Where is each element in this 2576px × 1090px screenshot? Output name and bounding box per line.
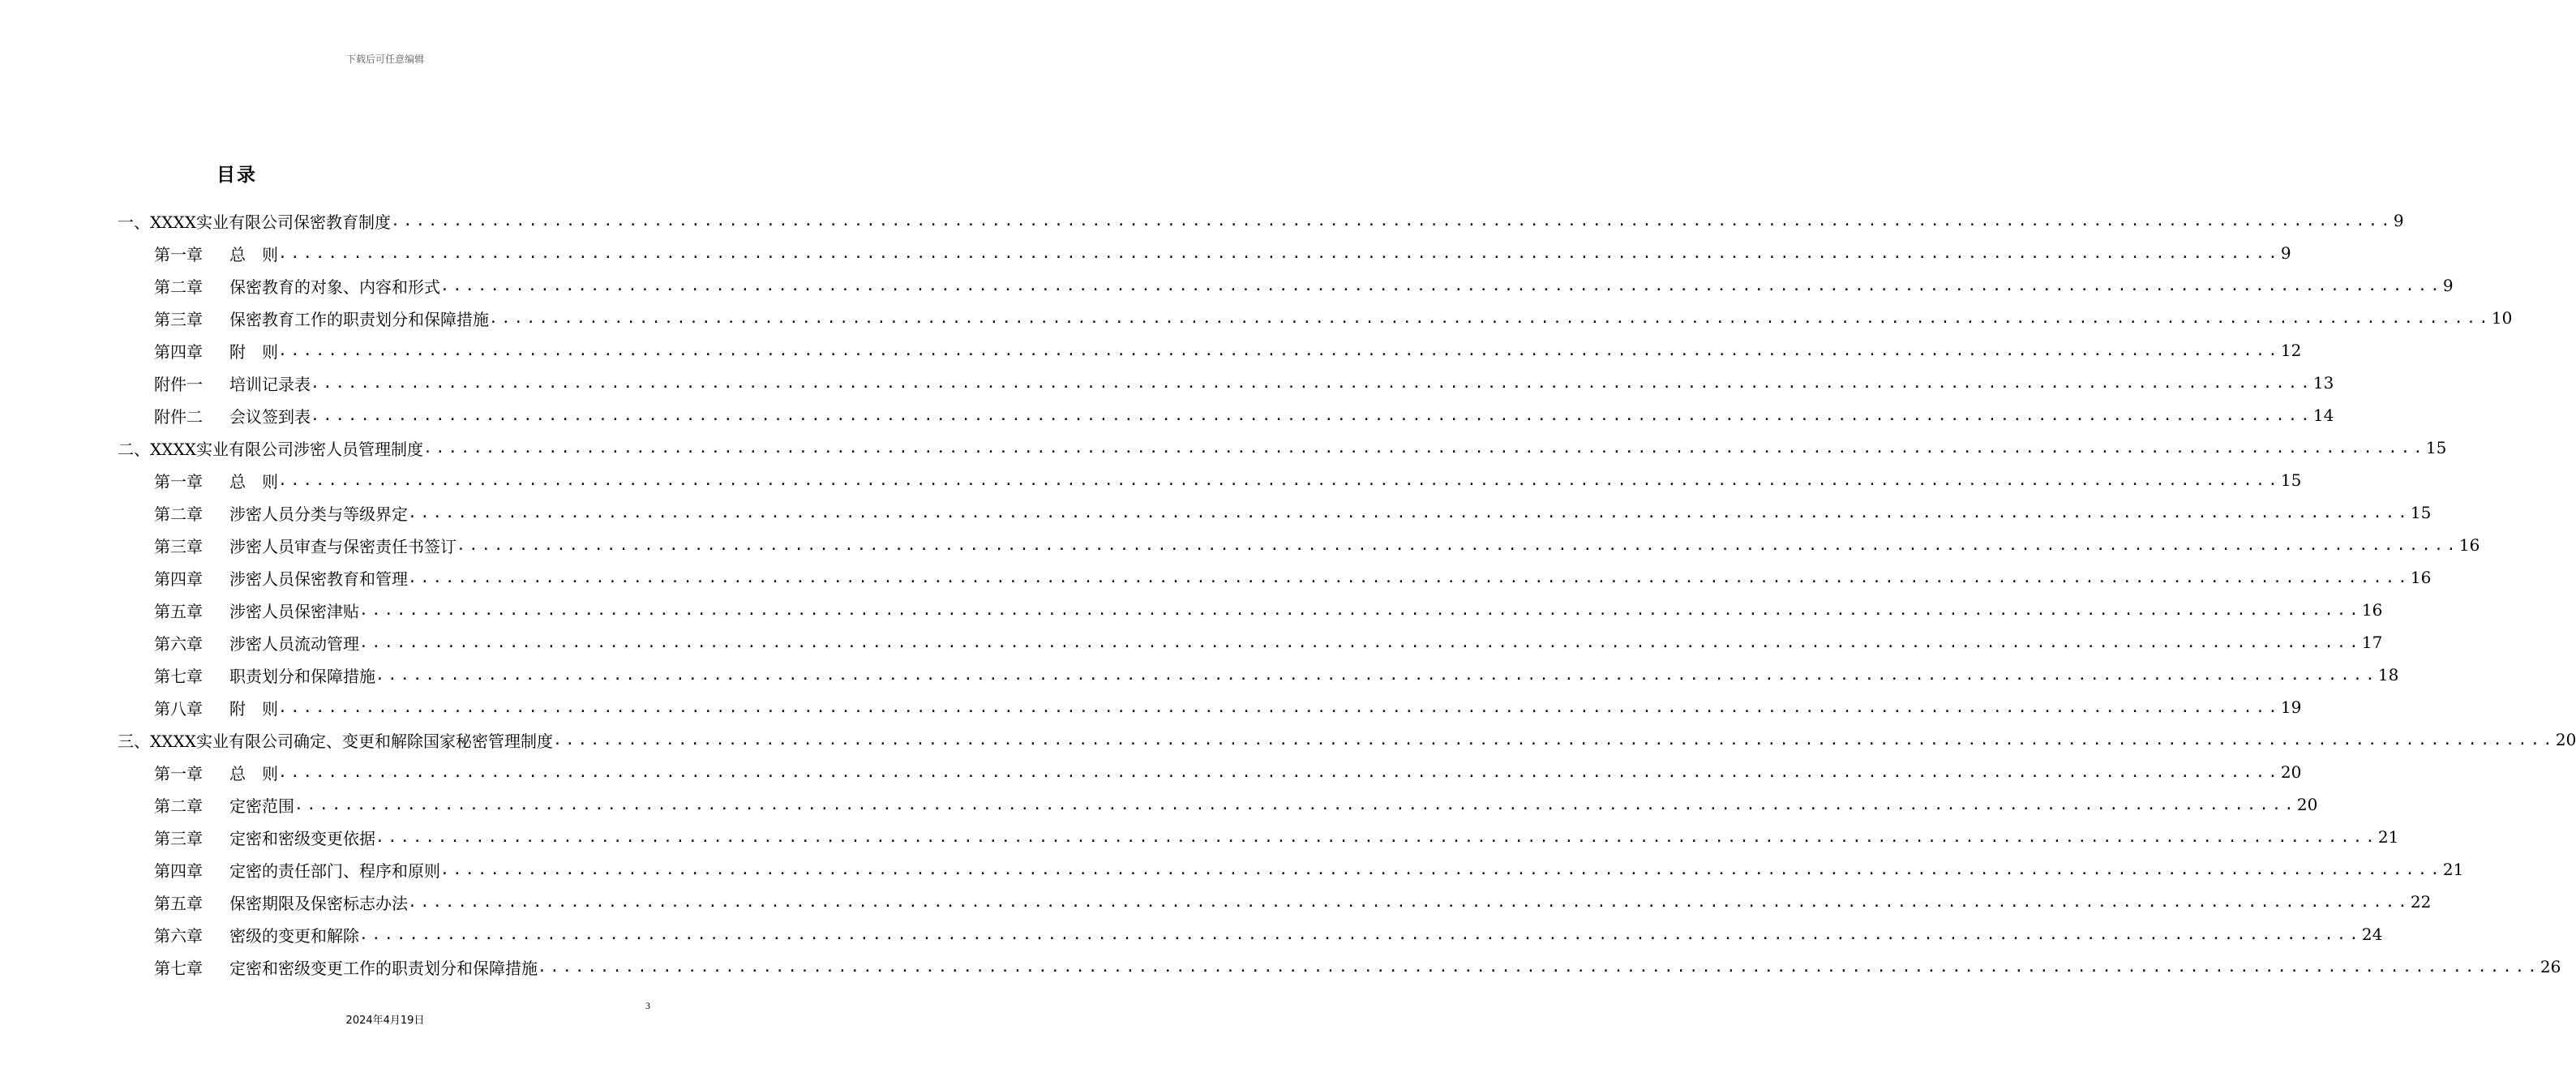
toc-entry-text: 定密和密级变更工作的职责划分和保障措施 xyxy=(229,958,538,978)
toc-leader-dots: ................................................................................................................................................................ xyxy=(422,439,2426,457)
toc-entry-label xyxy=(154,371,311,395)
toc-entry-text: 定密的责任部门、程序和原则 xyxy=(229,860,440,881)
toc-entry-number: 第二章 xyxy=(154,796,203,816)
toc-entry[interactable] xyxy=(154,496,2432,529)
toc-entry-label xyxy=(154,696,278,719)
toc-entry-label xyxy=(154,955,538,979)
toc-leader-dots: ................................................................................................................................................................ xyxy=(278,471,2281,489)
toc-entry-page: 15 xyxy=(2425,438,2447,457)
toc-entry-label xyxy=(118,728,553,752)
toc-leader-dots: ................................................................................................................................................................ xyxy=(311,374,2313,392)
toc-entry-page: 18 xyxy=(2377,665,2399,684)
toc-entry-page: 24 xyxy=(2361,925,2383,944)
toc-entry-number: 第一章 xyxy=(154,471,203,491)
toc-entry-page: 16 xyxy=(2361,600,2383,620)
toc-entry[interactable] xyxy=(154,821,2399,853)
toc-entry-text: 会议签到表 xyxy=(229,406,311,427)
toc-entry[interactable] xyxy=(154,659,2399,691)
toc-leader-dots: ................................................................................................................................................................ xyxy=(278,341,2281,359)
toc-entry-page: 21 xyxy=(2377,827,2399,847)
toc-entry[interactable] xyxy=(154,399,2334,431)
toc-leader-dots: ................................................................................................................................................................ xyxy=(440,277,2443,294)
toc-entry-number: 第二章 xyxy=(154,277,203,297)
toc-entry-text: 附 则 xyxy=(229,698,278,719)
toc-leader-dots: ................................................................................................................................................................ xyxy=(278,698,2281,716)
toc-entry-number: 第一章 xyxy=(154,244,203,264)
toc-entry-number: 二、 xyxy=(118,439,150,459)
toc-leader-dots: ................................................................................................................................................................ xyxy=(408,569,2411,586)
toc-entry-text: 总 则 xyxy=(229,471,278,491)
toc-entry-text: 定密范围 xyxy=(229,796,294,816)
toc-entry[interactable] xyxy=(118,431,2447,464)
toc-entry-label xyxy=(154,663,375,687)
toc-entry-label xyxy=(118,436,423,460)
toc-leader-dots: ................................................................................................................................................................ xyxy=(456,536,2459,554)
toc-entry-page: 12 xyxy=(2280,341,2302,360)
toc-entry-text: 涉密人员流动管理 xyxy=(229,633,359,654)
toc-entry-number: 附件一 xyxy=(154,374,203,394)
toc-entry[interactable] xyxy=(154,367,2334,399)
toc-entry-page: 21 xyxy=(2442,860,2464,879)
toc-entry[interactable] xyxy=(154,626,2383,659)
toc-entry-label xyxy=(154,501,408,525)
toc-entry[interactable] xyxy=(154,237,2291,269)
toc-entry-text: 涉密人员分类与等级界定 xyxy=(229,504,408,524)
toc-entry-text: 涉密人员保密教育和管理 xyxy=(229,569,408,589)
toc-entry-label xyxy=(154,826,375,849)
toc-entry-number: 一、 xyxy=(118,212,150,232)
toc-entry[interactable] xyxy=(118,723,2576,756)
toc-entry-number: 第四章 xyxy=(154,860,203,881)
toc-entry-number: 附件二 xyxy=(154,406,203,427)
toc-entry-number: 第八章 xyxy=(154,698,203,719)
toc-entry-page: 10 xyxy=(2491,308,2513,328)
toc-leader-dots: ................................................................................................................................................................ xyxy=(375,828,2378,846)
toc-entry[interactable] xyxy=(154,951,2561,983)
toc-entry[interactable] xyxy=(154,756,2302,788)
toc-leader-dots: ................................................................................................................................................................ xyxy=(359,925,2362,943)
toc-entry-label xyxy=(154,761,278,784)
toc-entry-page: 17 xyxy=(2361,633,2383,652)
toc-entry-page: 22 xyxy=(2410,892,2432,912)
toc-entry[interactable] xyxy=(154,334,2302,367)
toc-entry-label xyxy=(154,858,440,882)
toc-entry[interactable] xyxy=(154,594,2383,626)
page-header: 下载后可任意编辑 xyxy=(345,54,424,65)
toc-entry-page: 9 xyxy=(2442,276,2454,295)
toc-entry-text: 密级的变更和解除 xyxy=(229,925,359,946)
toc-leader-dots: ................................................................................................................................................................ xyxy=(294,796,2297,813)
toc-leader-dots: ................................................................................................................................................................ xyxy=(278,763,2281,781)
toc-entry-text: 培训记录表 xyxy=(229,374,311,394)
toc-entry-text: 附 则 xyxy=(229,341,278,362)
toc-entry-page: 20 xyxy=(2555,730,2576,749)
toc-entry-text: 涉密人员审查与保密责任书签订 xyxy=(229,536,456,556)
toc-leader-dots: ................................................................................................................................................................ xyxy=(311,406,2313,424)
toc-leader-dots: ................................................................................................................................................................ xyxy=(390,212,2394,230)
toc-entry-label xyxy=(154,631,359,654)
toc-entry[interactable] xyxy=(154,269,2454,302)
toc-entry-label xyxy=(154,339,278,363)
toc-entry-page: 9 xyxy=(2393,211,2404,230)
toc-entry-label xyxy=(154,566,408,590)
toc-entry[interactable] xyxy=(154,918,2383,951)
toc-entry-page: 19 xyxy=(2280,697,2302,717)
toc-entry-label xyxy=(154,307,489,330)
toc-leader-dots: ................................................................................................................................................................ xyxy=(489,309,2492,327)
toc-entry-text: 总 则 xyxy=(229,244,278,264)
toc-entry-label xyxy=(154,274,440,298)
toc-entry-number: 第七章 xyxy=(154,666,203,686)
toc-entry-label xyxy=(154,890,408,914)
toc-leader-dots: ................................................................................................................................................................ xyxy=(359,633,2362,651)
toc-entry-text: 总 则 xyxy=(229,763,278,783)
toc-entry-text: 涉密人员保密津贴 xyxy=(229,601,359,621)
toc-entry-label xyxy=(154,404,311,427)
toc-leader-dots: ................................................................................................................................................................ xyxy=(440,860,2443,878)
toc-entry-number: 第五章 xyxy=(154,601,203,621)
toc-entry[interactable] xyxy=(154,886,2432,918)
toc-entry-text: XXXX实业有限公司确定、变更和解除国家秘密管理制度 xyxy=(150,731,553,751)
toc-leader-dots: ................................................................................................................................................................ xyxy=(408,893,2411,911)
toc-entry-text: 保密教育工作的职责划分和保障措施 xyxy=(229,309,489,329)
toc-entry-number: 第四章 xyxy=(154,341,203,362)
toc-entry[interactable] xyxy=(118,204,2404,237)
toc-entry-page: 15 xyxy=(2280,470,2302,490)
toc-entry-label xyxy=(154,793,294,817)
toc-entry-number: 第三章 xyxy=(154,536,203,556)
toc-entry-number: 第六章 xyxy=(154,925,203,946)
toc-entry-number: 第五章 xyxy=(154,893,203,913)
toc-entry[interactable] xyxy=(154,788,2318,821)
toc-entry-label xyxy=(154,469,278,492)
toc-entry[interactable] xyxy=(154,464,2302,496)
toc-leader-dots: ................................................................................................................................................................ xyxy=(375,666,2378,684)
page-footer-date: 2024年4月19日 xyxy=(345,1015,425,1027)
toc-entry-text: 定密和密级变更依据 xyxy=(229,828,375,848)
toc-entry-page: 20 xyxy=(2296,795,2318,814)
toc-entry-page: 15 xyxy=(2410,503,2432,522)
toc-entry-number: 第二章 xyxy=(154,504,203,524)
toc-entry-text: XXXX实业有限公司涉密人员管理制度 xyxy=(150,439,423,459)
page-number: 3 xyxy=(645,1000,650,1011)
toc-leader-dots: ................................................................................................................................................................ xyxy=(278,244,2281,262)
toc-entry-text: 保密教育的对象、内容和形式 xyxy=(229,277,440,297)
toc-entry-text: XXXX实业有限公司保密教育制度 xyxy=(150,212,391,232)
toc-entry-page: 20 xyxy=(2280,762,2302,782)
toc-entry[interactable] xyxy=(154,691,2302,723)
toc-entry-number: 第三章 xyxy=(154,309,203,329)
toc-leader-dots: ................................................................................................................................................................ xyxy=(408,504,2411,521)
toc-entry-label xyxy=(154,534,456,557)
toc-entry[interactable] xyxy=(154,302,2513,334)
toc-entry-number: 第七章 xyxy=(154,958,203,978)
toc-entry-page: 9 xyxy=(2280,243,2291,263)
toc-entry-label xyxy=(154,599,359,622)
toc-leader-dots: ................................................................................................................................................................ xyxy=(552,731,2556,749)
toc-entry-page: 14 xyxy=(2312,406,2334,425)
toc-entry-number: 第六章 xyxy=(154,633,203,654)
toc-entry[interactable] xyxy=(154,561,2432,594)
toc-entry-page: 16 xyxy=(2458,535,2480,555)
toc-leader-dots: ................................................................................................................................................................ xyxy=(359,601,2362,619)
toc-entry-text: 职责划分和保障措施 xyxy=(229,666,375,686)
toc-entry-page: 16 xyxy=(2410,568,2432,587)
toc-entry-number: 第一章 xyxy=(154,763,203,783)
toc-entry-number: 第三章 xyxy=(154,828,203,848)
toc-leader-dots: ................................................................................................................................................................ xyxy=(538,958,2540,976)
toc-entry-page: 26 xyxy=(2540,957,2561,976)
toc-entry-number: 第四章 xyxy=(154,569,203,589)
toc-entry-label xyxy=(154,242,278,265)
toc-entry-label xyxy=(118,209,391,233)
toc-entry-number: 三、 xyxy=(118,731,150,751)
toc-entry[interactable] xyxy=(154,853,2464,886)
toc-entry-text: 保密期限及保密标志办法 xyxy=(229,893,408,913)
toc-entry-page: 13 xyxy=(2312,373,2334,393)
toc-entry[interactable] xyxy=(154,529,2480,561)
toc-title: 目录 xyxy=(216,165,257,186)
toc-entry-label xyxy=(154,923,359,946)
